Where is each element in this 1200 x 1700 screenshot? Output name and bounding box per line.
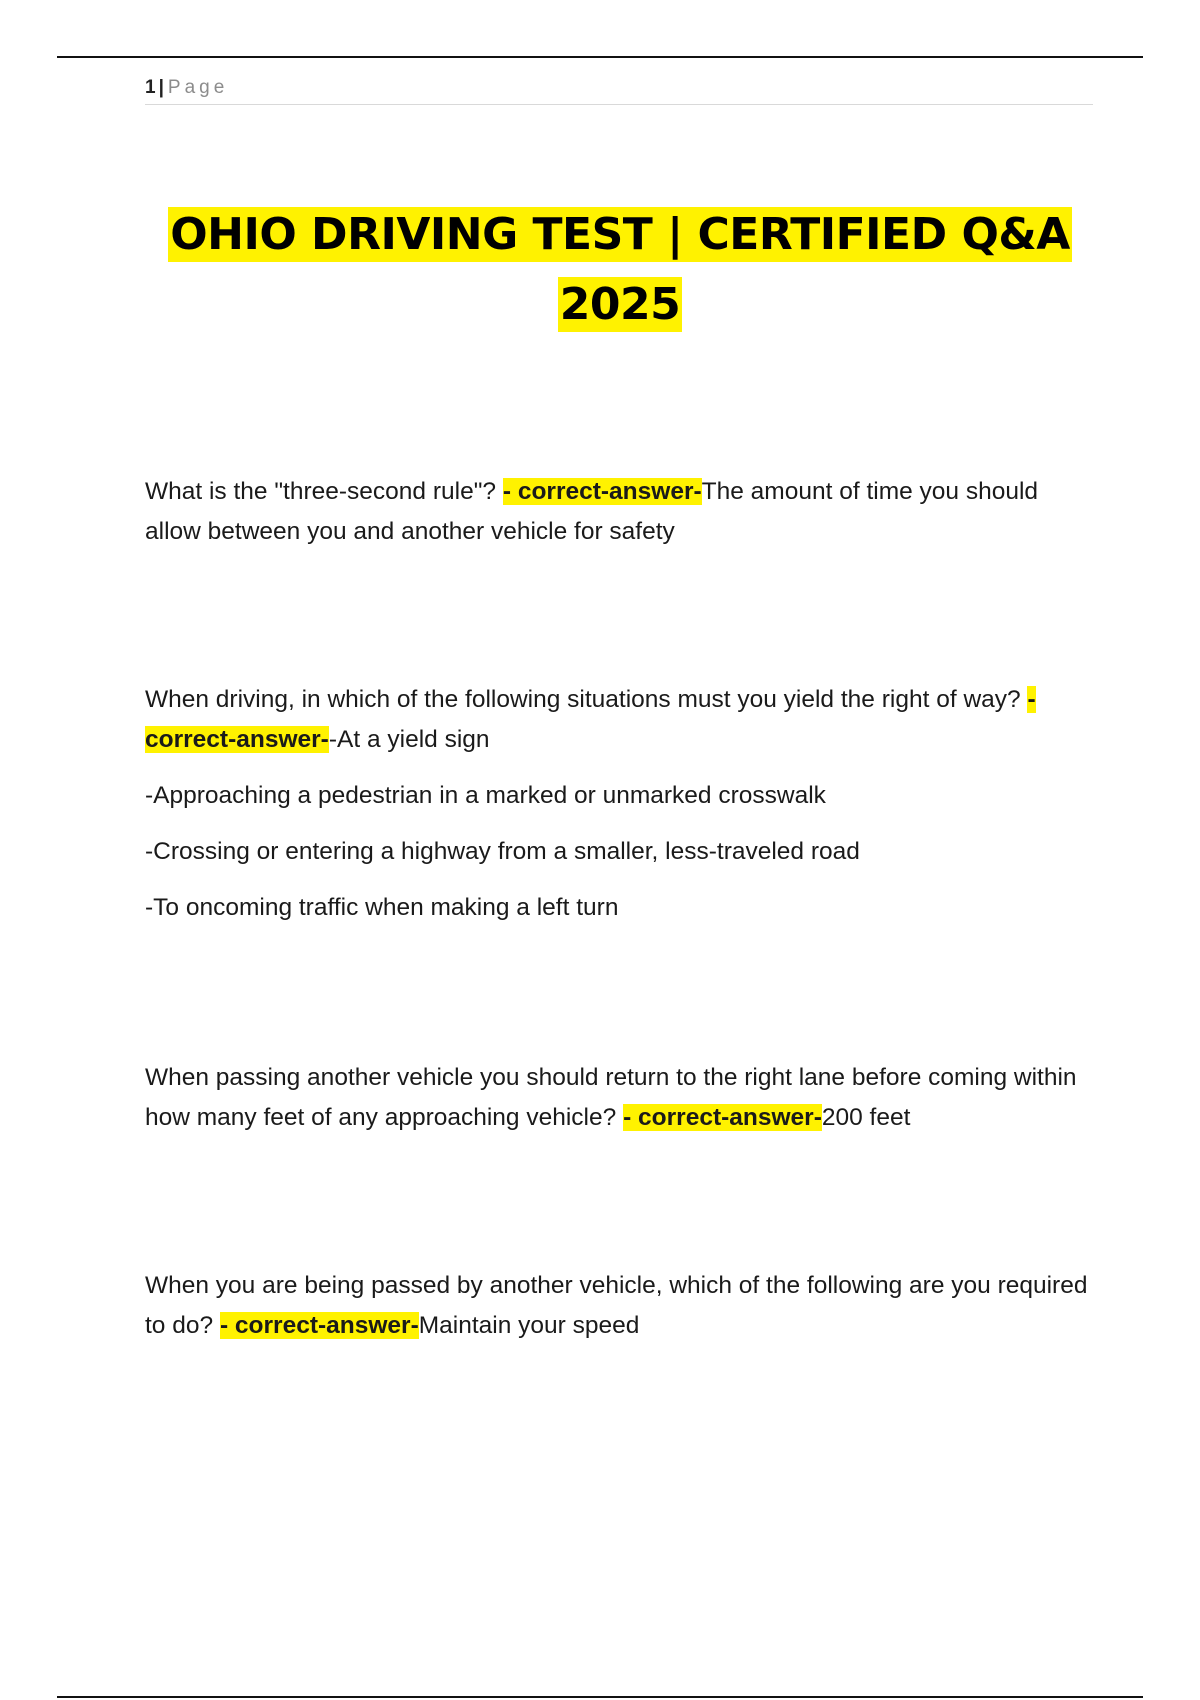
bottom-rule [57, 1696, 1143, 1698]
qa-item [145, 1058, 1095, 1138]
correct-answer-label: - correct-answer- [623, 1104, 822, 1131]
qa-question-paragraph [145, 1266, 1095, 1346]
question-text: When driving, in which of the following situations must you yield the right of way? [145, 686, 1028, 713]
qa-question-paragraph [145, 1058, 1095, 1138]
answer-line: -Crossing or entering a highway from a smaller, less-traveled road [145, 838, 860, 865]
correct-answer-label: - correct-answer- [145, 686, 1036, 753]
qa-item [145, 472, 1095, 552]
answer-line: -To oncoming traffic when making a left turn [145, 894, 619, 921]
answer-text: The amount of time you should allow between you and another vehicle for safety [145, 478, 1039, 545]
answer-text: Maintain your speed [418, 1312, 640, 1339]
correct-answer-label: - correct-answer- [219, 1312, 419, 1339]
document-title [140, 200, 1100, 340]
page-number: 1 [145, 77, 156, 98]
answer-text: -At a yield sign [328, 726, 490, 753]
question-text: When passing another vehicle you should return to the right lane before coming within how many feet of any approaching vehicle? [145, 1064, 1077, 1131]
title-line-2: 2025 [559, 279, 681, 330]
qa-question-paragraph [145, 472, 1095, 552]
title-line-1: OHIO DRIVING TEST | CERTIFIED Q&A [170, 209, 1070, 260]
page-header [145, 72, 1093, 105]
qa-item [145, 1266, 1095, 1346]
question-text: What is the "three-second rule"? [145, 478, 503, 505]
page-word: Page [167, 77, 229, 98]
answer-line: -Approaching a pedestrian in a marked or unmarked crosswalk [145, 782, 826, 809]
correct-answer-label: - correct-answer- [502, 478, 702, 505]
qa-item [145, 680, 1095, 928]
question-text: When you are being passed by another vehicle, which of the following are you required to do? [145, 1272, 1088, 1339]
qa-question-paragraph [145, 680, 1095, 760]
top-rule [57, 56, 1143, 58]
answer-text: 200 feet [821, 1104, 911, 1131]
page-separator: | [158, 77, 164, 98]
